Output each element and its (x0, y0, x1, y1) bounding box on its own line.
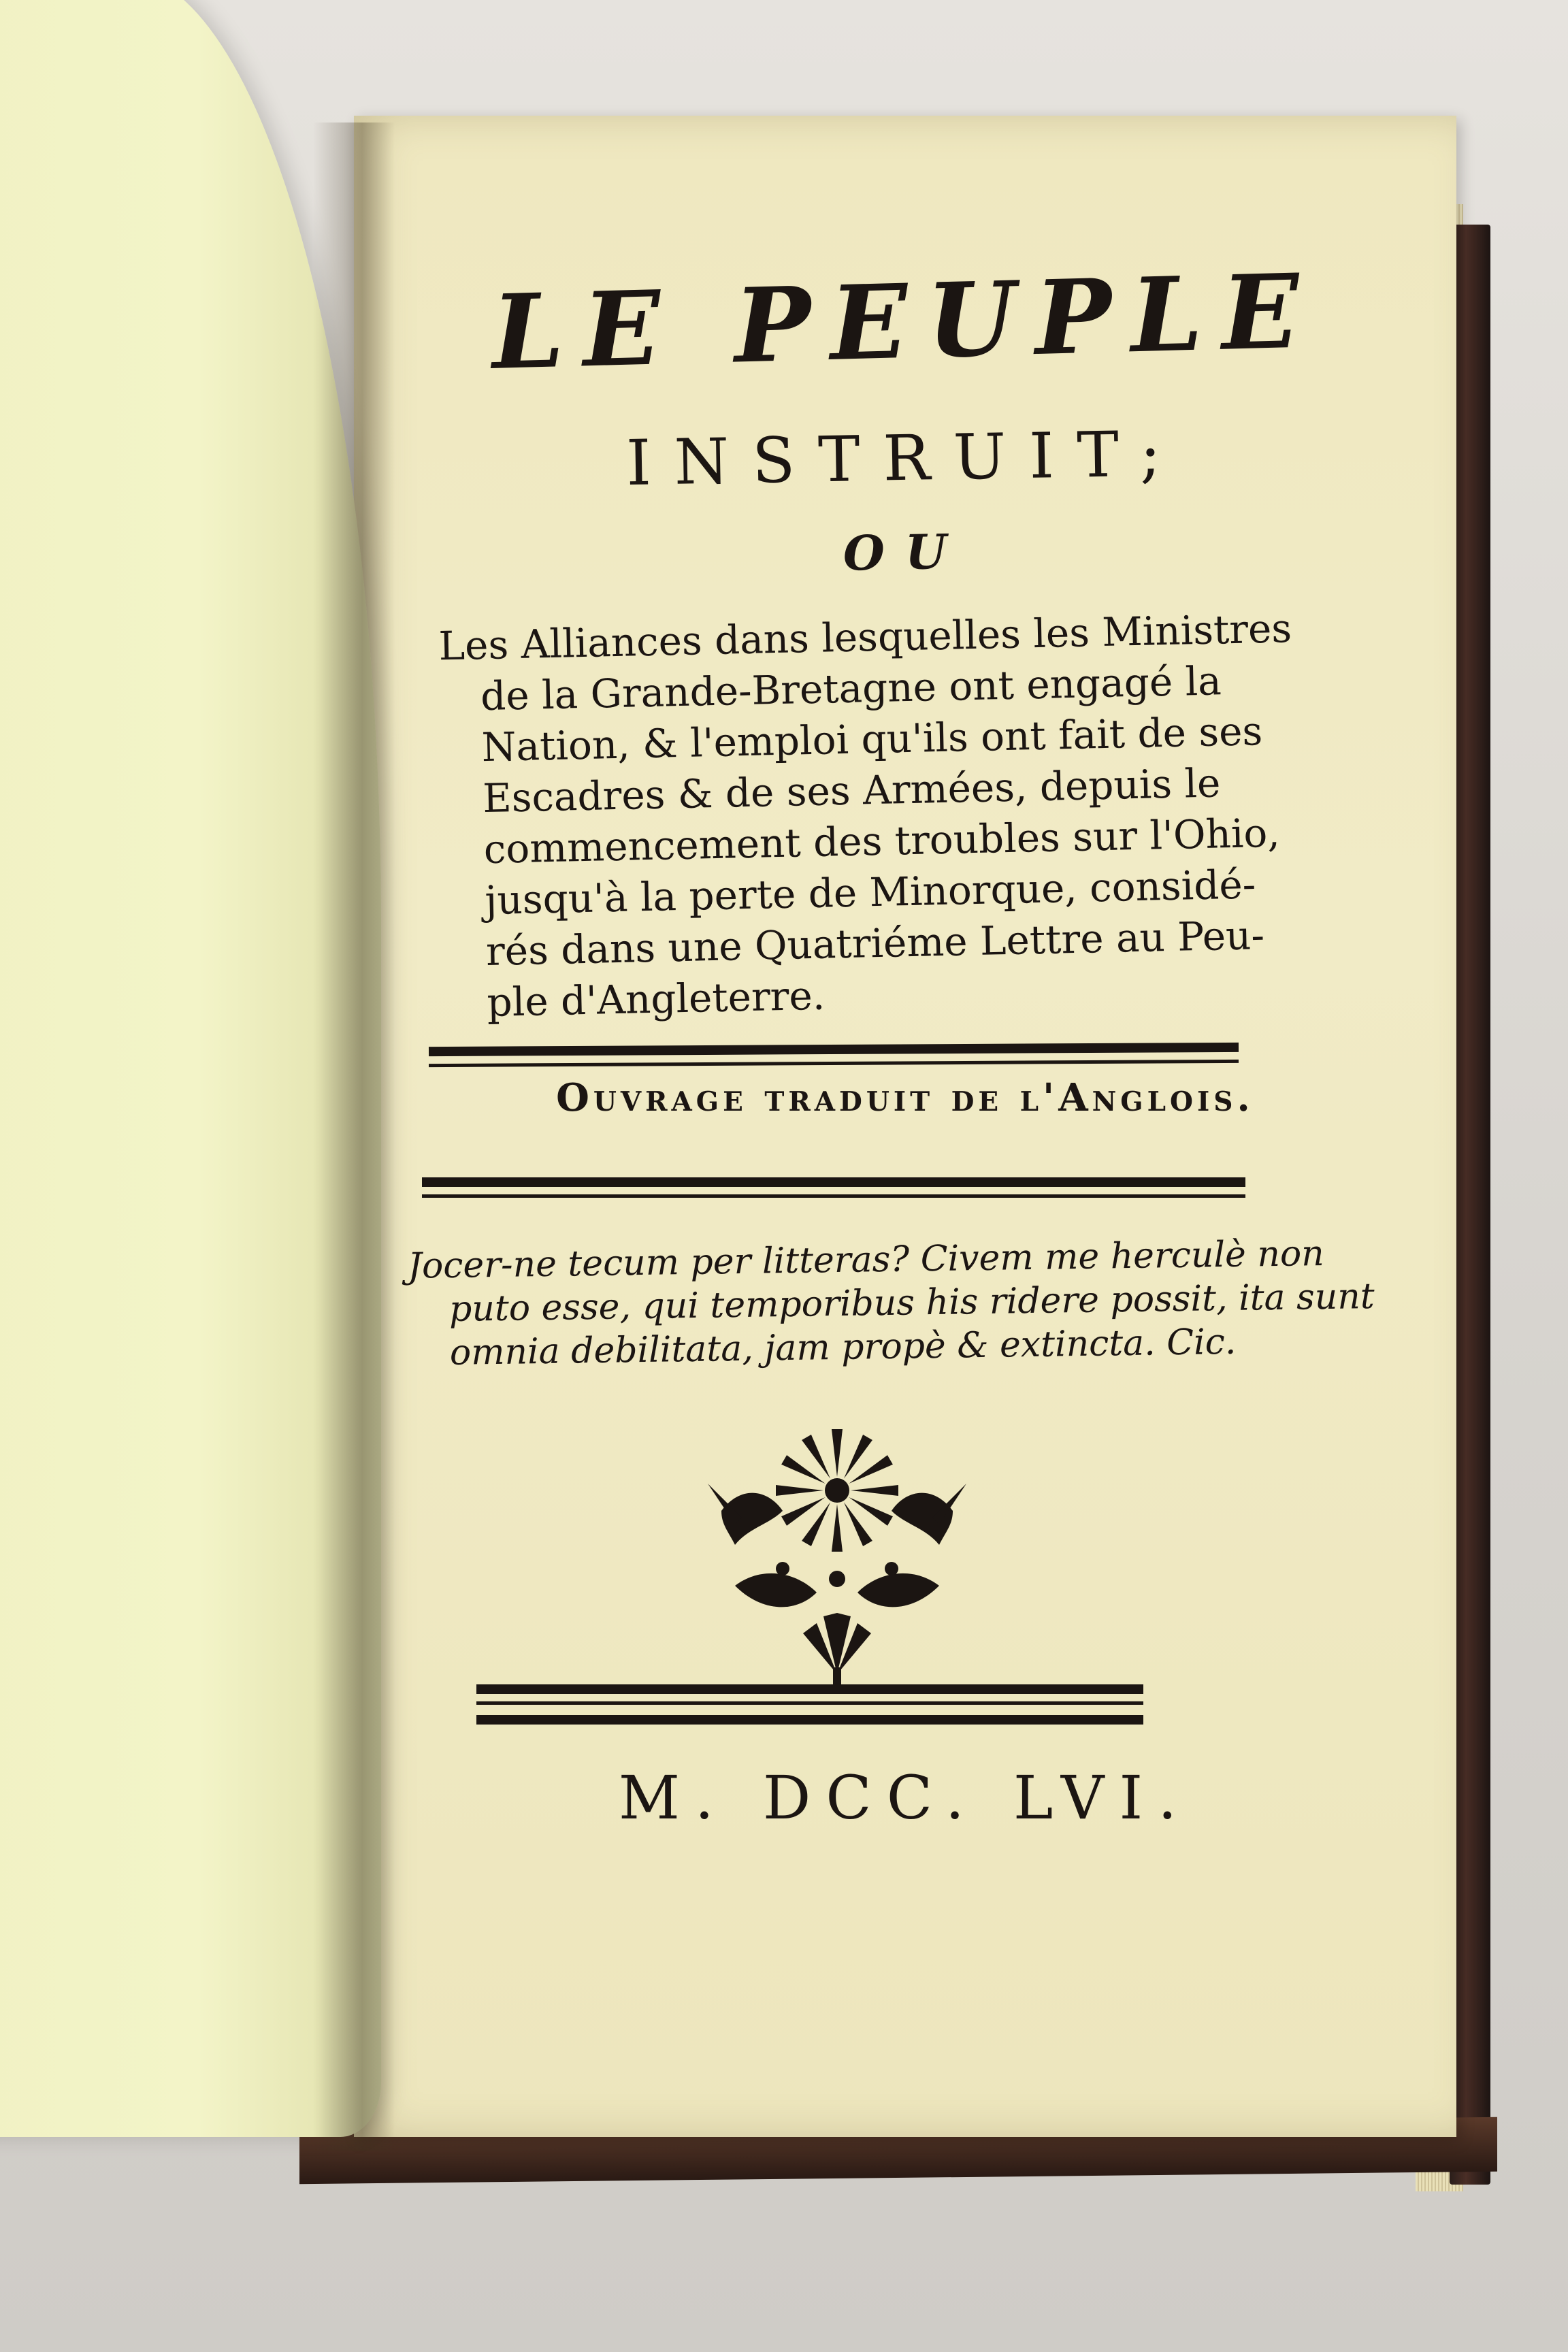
epigraph-line: puto esse, qui temporibus his ridere possit, ita sunt (448, 1275, 1375, 1330)
title-subtitle: INSTRUIT; (625, 416, 1185, 500)
translation-note: Ouvrage traduit de l'Anglois. (556, 1075, 1254, 1120)
title-main: LE PEUPLE (490, 251, 1320, 393)
divider-rule-thin (429, 1060, 1239, 1067)
description-line: Les Alliances dans lesquelles les Ministres (438, 605, 1292, 670)
printers-ornament-icon (694, 1409, 980, 1695)
description-line: Nation, & l'emploi qu'ils ont fait de ses (481, 708, 1263, 771)
epigraph-line: Jocer-ne tecum per litteras? Civem me herculè non (407, 1233, 1325, 1287)
gutter-shadow (313, 122, 395, 2151)
divider-rule-thick (476, 1684, 1143, 1694)
divider-rule-thick (476, 1715, 1143, 1725)
description-line: rés dans une Quatriéme Lettre au Peu- (485, 912, 1265, 975)
description-line: commencement des troubles sur l'Ohio, (483, 809, 1281, 873)
latin-epigraph (407, 1232, 1375, 1375)
divider-rule-thick (422, 1177, 1245, 1187)
title-page (354, 116, 1456, 2137)
description-line: Escadres & de ses Armées, depuis le (482, 760, 1222, 822)
description-line: jusqu'à la perte de Minorque, considé- (484, 861, 1256, 924)
title-ou: OU (843, 523, 968, 582)
divider-rule-thin (476, 1701, 1143, 1705)
description-paragraph (438, 604, 1292, 1030)
divider-rule-thin (422, 1194, 1245, 1198)
description-line: de la Grande-Bretagne ont engagé la (480, 657, 1222, 720)
epigraph-line: omnia debilitata, jam propè & extincta. Cic. (449, 1321, 1237, 1373)
divider-rule-thick (429, 1043, 1239, 1056)
publication-date: M. DCC. LVI. (618, 1763, 1192, 1833)
description-line: ple d'Angleterre. (486, 972, 826, 1026)
